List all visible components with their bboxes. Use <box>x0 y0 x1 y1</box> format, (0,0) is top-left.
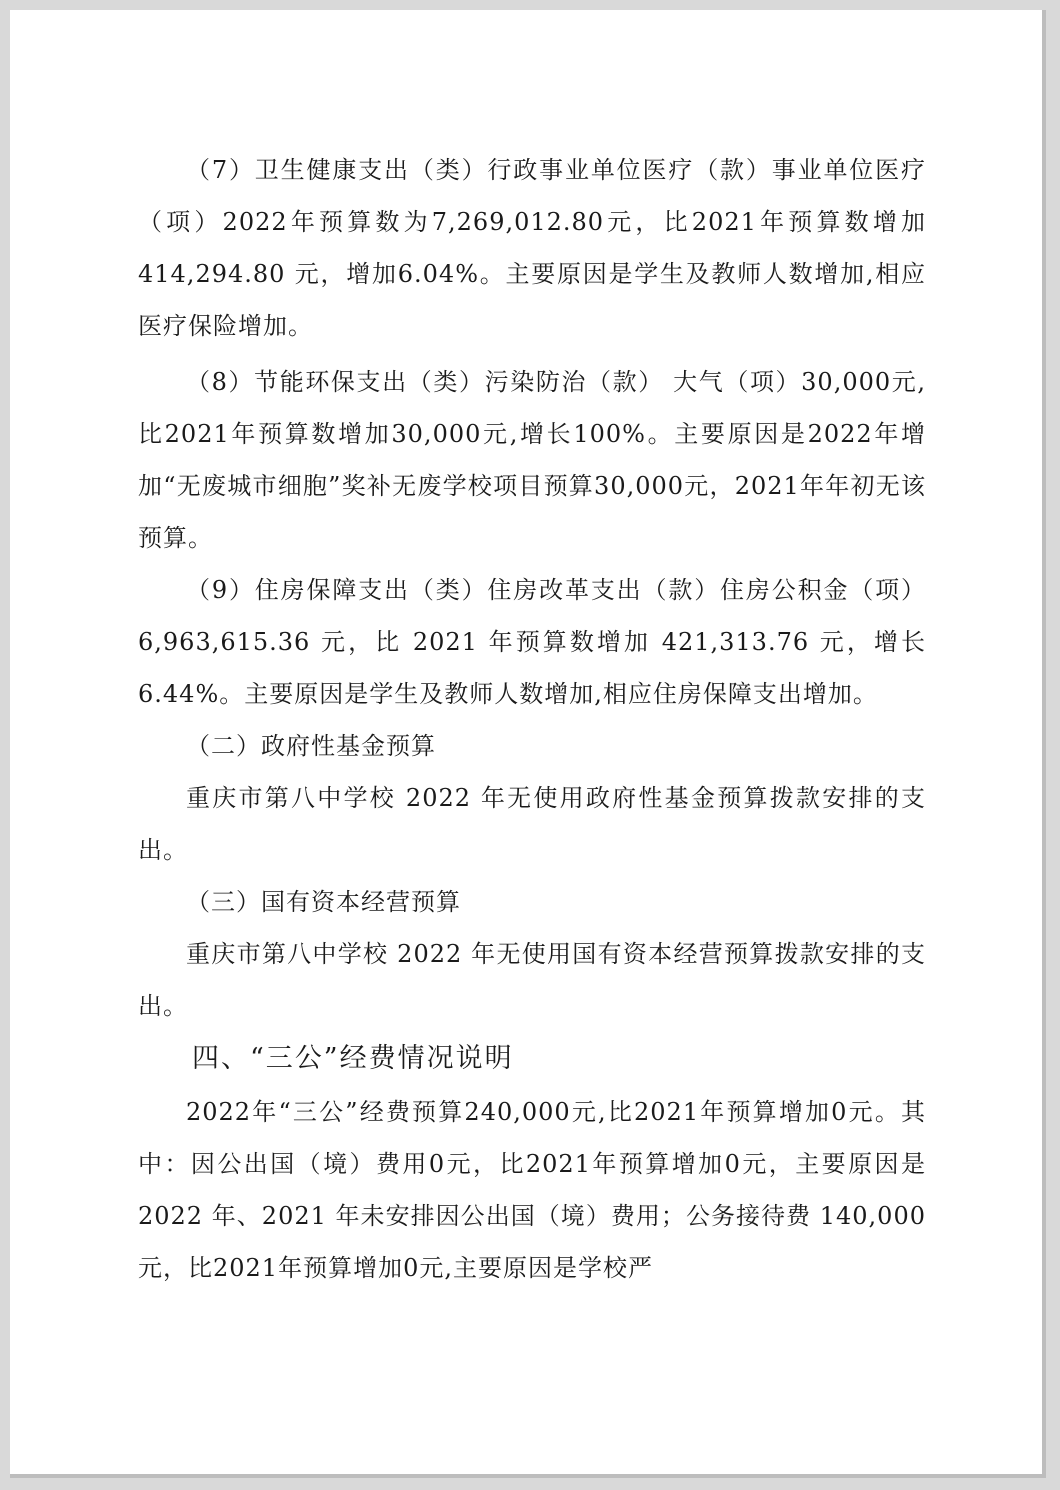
paragraph-health-expenditure: （7）卫生健康支出（类）行政事业单位医疗（款）事业单位医疗（项）2022年预算数为7,269,012.80元，比2021年预算数增加414,294.80 元，增加6.04%。主要原因是学生及教师人数增加,相应医疗保险增加。 <box>138 156 926 340</box>
document-page <box>10 10 1046 1478</box>
document-body <box>138 144 926 1294</box>
paragraph-state-capital: 重庆市第八中学校 2022 年无使用国有资本经营预算拨款安排的支出。 <box>138 940 926 1020</box>
paragraph-environment-expenditure: （8）节能环保支出（类）污染防治（款） 大气（项）30,000元,比2021年预算数增加30,000元,增长100%。主要原因是2022年增加“无废城市细胞”奖补无废学校项目预算30,000元，2021年年初无该预算。 <box>138 368 926 552</box>
paragraph-three-public-expenses: 2022年“三公”经费预算240,000元,比2021年预算增加0元。其中：因公出国（境）费用0元，比2021年预算增加0元，主要原因是 2022 年、2021 年未安排因公出国（境）费用；公务接待费 140,000元，比2021年预算增加0元,主要原因是学校严 <box>138 1098 926 1282</box>
paragraph-government-fund: 重庆市第八中学校 2022 年无使用政府性基金预算拨款安排的支出。 <box>138 784 926 864</box>
section-heading-three-public-expenses: 四、“三公”经费情况说明 <box>192 1043 514 1074</box>
paragraph-housing-expenditure: （9）住房保障支出（类）住房改革支出（款）住房公积金（项）6,963,615.36 元，比 2021 年预算数增加 421,313.76 元，增长6.44%。主要原因是学生及教师人数增加,相应住房保障支出增加。 <box>138 576 926 708</box>
heading-state-capital-budget: （三）国有资本经营预算 <box>186 888 461 916</box>
heading-government-fund-budget: （二）政府性基金预算 <box>186 732 436 760</box>
